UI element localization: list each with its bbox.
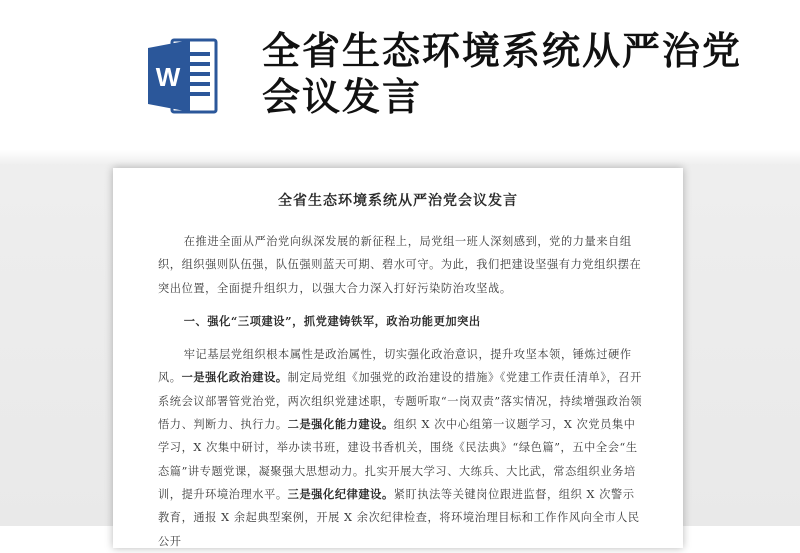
item-text: 组织 X 次中心组第一议题学习，X 次党员集中学习，X 次集中研讨，举办读书班，建设书香机关，围绕《民法典》“绿色篇”，五中全会“生态篇”讲专题党课，凝聚强大思想动力。扎实开展大学习、大练兵、大比武，常态组织业务培训，提升环境治理水平。	[158, 418, 638, 501]
section-heading: 一、强化“三项建设”，抓党建铸铁军，政治功能更加突出	[183, 313, 481, 328]
intro-paragraph: 在推进全面从严治党向纵深发展的新征程上，局党组一班人深刻感到，党的力量来自组织，组织强则队伍强，队伍强则蓝天可期、碧水可守。为此，我们把建设坚强有力党组织摆在突出位置，全面提升组织力，以强大合力深入打好污染防治攻坚战。	[158, 235, 642, 295]
item-label: 三是强化纪律建设。	[287, 486, 394, 501]
item-text: 制定局党组《加强党的政治建设的措施》《党建工作责任清单》，召开系统会议部署管党治党，两次组织党建述职，专题听取“一岗双责”落实情况，持续增强政治领悟力、判断力、执行力。	[158, 371, 643, 432]
svg-text:W: W	[155, 62, 181, 92]
page-title: 全省生态环境系统从严治党会议发言	[262, 29, 743, 119]
document-title: 全省生态环境系统从严治党会议发言	[278, 193, 518, 209]
item-label: 一是强化政治建设。	[181, 370, 288, 385]
item-label: 二是强化能力建设。	[287, 417, 394, 432]
document-page	[113, 168, 683, 548]
item-text: 紧盯执法等关键岗位跟进监督，组织 X 次警示教育，通报 X 余起典型案例，开展 X 余次纪律检查，将环境治理目标和工作作风向全市人民公开	[158, 487, 640, 548]
word-icon	[146, 36, 218, 116]
header-banner	[0, 0, 800, 150]
document-body	[158, 230, 644, 553]
section-paragraph	[158, 343, 644, 553]
section-intro: 牢记基层党组织根本属性是政治属性，切实强化政治意识，提升攻坚本领，锤炼过硬作风。	[158, 348, 632, 385]
